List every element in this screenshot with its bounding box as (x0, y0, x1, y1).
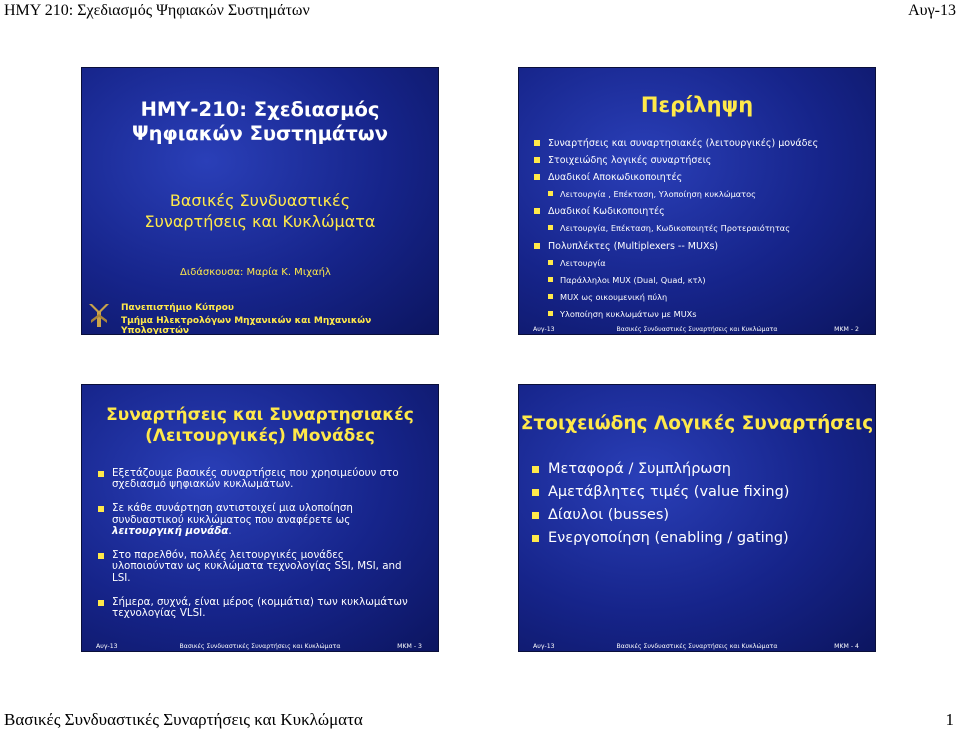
title-line-1: ΗΜΥ-210: Σχεδιασμός (140, 98, 380, 121)
bullet-icon (532, 489, 539, 496)
list-item: Πολυπλέκτες (Multiplexers -- MUXs) (534, 238, 869, 255)
list-item: Σε κάθε συνάρτηση αντιστοιχεί μια υλοποίηση συνδυαστικού κυκλώματος που αναφέρετε ως λειτουργική μονάδα. (98, 503, 418, 537)
page-footer (0, 710, 960, 732)
sub-list-item: Λειτουργία , Επέκταση, Υλοποίηση κυκλώματος (534, 186, 869, 203)
bullet-icon (532, 512, 539, 519)
sub-list-item: Παράλληλοι MUX (Dual, Quad, κτλ) (534, 272, 869, 289)
list-item: Εξετάζουμε βασικές συναρτήσεις που χρησιμεύουν στο σχεδιασμό ψηφιακών κυκλωμάτων. (98, 468, 418, 491)
slide-footer-date: Αυγ-13 (533, 326, 555, 333)
slide-4-heading: Στοιχειώδης Λογικές Συναρτήσεις (520, 413, 874, 434)
bullet-icon (548, 260, 553, 265)
slide-footer-date: Αυγ-13 (533, 643, 555, 650)
bullet-icon (548, 294, 553, 299)
list-item: Δίαυλοι (busses) (532, 504, 867, 527)
slide-3-footer (82, 643, 438, 652)
slide-2-outline (534, 135, 869, 323)
slide-footer-title: Βασικές Συνδυαστικές Συναρτήσεις και Κυκλώματα (616, 643, 778, 650)
emphasis-text: λειτουργική μονάδα (112, 525, 229, 538)
slide-1-title (82, 98, 438, 146)
list-item: Στο παρελθόν, πολλές λειτουργικές μονάδες υλοποιούνταν ως κυκλώματα τεχνολογίας SSI, MSI, and LSI. (98, 550, 418, 584)
sub-list-item: Υλοποίηση κυκλωμάτων με MUXs (534, 306, 869, 323)
sub-list-item: Λειτουργία, Επέκταση, Κωδικοποιητές Προτεραιότητας (534, 220, 869, 237)
university-name: Πανεπιστήμιο Κύπρου (121, 303, 234, 313)
subtitle-line-1: Βασικές Συνδυαστικές (169, 191, 351, 210)
bullet-icon (534, 140, 540, 146)
department-name: Τμήμα Ηλεκτρολόγων Μηχανικών και Μηχανικών Υπολογιστών (121, 316, 372, 335)
slide-1-subtitle (82, 190, 438, 232)
bullet-icon (548, 311, 553, 316)
list-item: Αμετάβλητες τιμές (value fixing) (532, 481, 867, 504)
bullet-icon (548, 277, 553, 282)
bullet-icon (532, 466, 539, 473)
bullet-icon (534, 157, 540, 163)
slide-1 (81, 67, 439, 335)
slide-footer-page: ΜΚΜ - 4 (834, 643, 859, 650)
bullet-icon (98, 600, 104, 606)
bullet-icon (98, 553, 104, 559)
slide-4-list (532, 458, 867, 550)
list-item: Μεταφορά / Συμπλήρωση (532, 458, 867, 481)
sub-list-item: MUX ως οικουμενική πύλη (534, 289, 869, 306)
bullet-icon (548, 191, 553, 196)
heading-line-2: (Λειτουργικές) Μονάδες (145, 426, 375, 446)
list-item: Σήμερα, συχνά, είναι μέρος (κομμάτια) των κυκλωμάτων τεχνολογίας VLSI. (98, 597, 418, 620)
title-line-2: Ψηφιακών Συστημάτων (132, 122, 388, 145)
page-footer-title: Βασικές Συνδυαστικές Συναρτήσεις και Κυκλώματα (4, 710, 363, 729)
page-number: 1 (945, 710, 954, 729)
slide-footer-title: Βασικές Συνδυαστικές Συναρτήσεις και Κυκλώματα (179, 643, 341, 650)
page-header-title: ΗΜΥ 210: Σχεδιασμός Ψηφιακών Συστημάτων (4, 2, 310, 19)
list-item: Ενεργοποίηση (enabling / gating) (532, 527, 867, 550)
instructor: Διδάσκουσα: Μαρία Κ. Μιχαήλ (180, 267, 331, 278)
list-item: Στοιχειώδης λογικές συναρτήσεις (534, 152, 869, 169)
slide-3 (81, 384, 439, 652)
slide-4 (518, 384, 876, 652)
list-item: Συναρτήσεις και συναρτησιακές (λειτουργικές) μονάδες (534, 135, 869, 152)
subtitle-line-2: Συναρτήσεις και Κυκλώματα (144, 212, 376, 231)
list-item: Δυαδικοί Κωδικοποιητές (534, 203, 869, 220)
bullet-icon (98, 506, 104, 512)
slide-3-list (98, 468, 418, 632)
university-logo-icon (86, 300, 112, 330)
page-header-date: Αυγ-13 (908, 2, 956, 19)
slide-footer-page: ΜΚΜ - 3 (397, 643, 422, 650)
slide-2-footer (519, 326, 875, 335)
bullet-icon (534, 208, 540, 214)
slide-2 (518, 67, 876, 335)
page-header (0, 0, 960, 22)
bullet-icon (548, 225, 553, 230)
bullet-icon (532, 535, 539, 542)
slide-footer-date: Αυγ-13 (96, 643, 118, 650)
heading-line-1: Συναρτήσεις και Συναρτησιακές (106, 405, 414, 425)
list-item: Δυαδικοί Αποκωδικοποιητές (534, 169, 869, 186)
slide-footer-title: Βασικές Συνδυαστικές Συναρτήσεις και Κυκλώματα (616, 326, 778, 333)
slide-4-footer (519, 643, 875, 652)
bullet-icon (98, 471, 104, 477)
bullet-icon (534, 243, 540, 249)
slide-2-heading: Περίληψη (640, 93, 754, 117)
bullet-icon (534, 174, 540, 180)
slide-3-heading (82, 405, 438, 447)
sub-list-item: Λειτουργία (534, 255, 869, 272)
slide-footer-page: ΜΚΜ - 2 (834, 326, 859, 333)
